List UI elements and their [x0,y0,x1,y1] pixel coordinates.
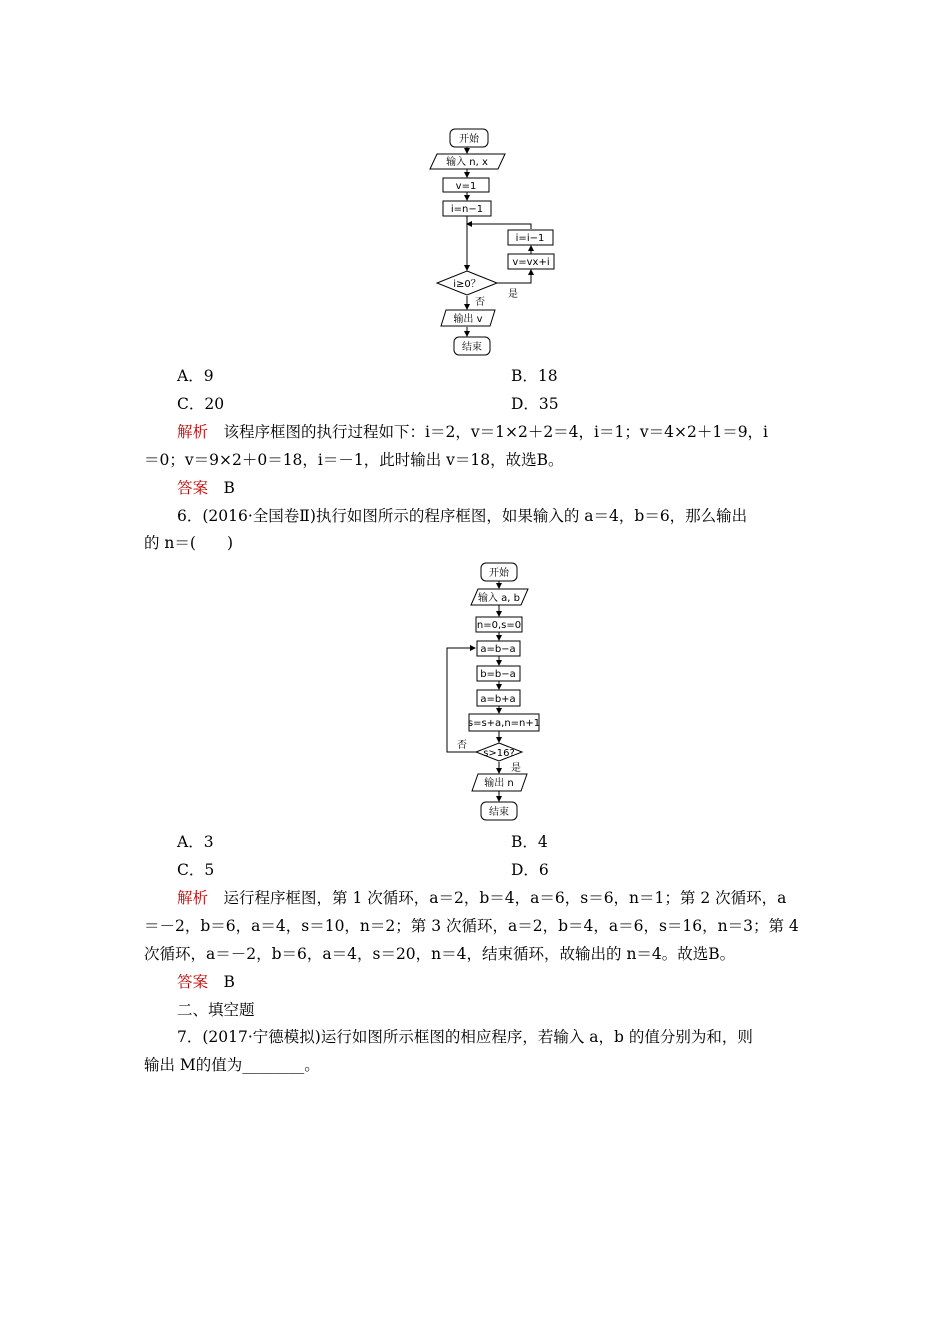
q6-option-d: D．6 [511,861,549,879]
no-label: 否 [475,297,485,308]
init-label-2: n=0,s=0 [476,620,522,631]
q5-option-b: B．18 [511,367,558,385]
init-i-label: i=n−1 [450,204,484,215]
start-label-2: 开始 [489,568,509,579]
step4-label: s=s+a,n=n+1 [467,718,541,729]
analysis-label: 解析 [177,423,209,441]
q7-stem-line1: 7．(2017·宁德模拟)运行如图所示框图的相应程序，若输入 a，b 的值分别为和，则 [177,1028,753,1046]
no-label-2: 否 [457,740,467,751]
start-label: 开始 [459,134,479,145]
q5-option-d: D．35 [511,395,559,413]
answer-label-2: 答案 [177,973,209,991]
yes-label: 是 [508,289,518,300]
q6-stem-line1: 6．(2016·全国卷Ⅱ)执行如图所示的程序框图，如果输入的 a＝4，b＝6，那么输出 [177,507,748,525]
analysis-label-2: 解析 [177,889,209,907]
q5-analysis-text1: 该程序框图的执行过程如下：i＝2，v＝1×2＋2＝4，i＝1；v＝4×2＋1＝9，i [223,423,769,441]
q6-answer: B [223,973,235,991]
output-label: 输出 v [453,314,483,325]
condition-label-2: s>16? [483,748,515,759]
input-label-2: 输入 a, b [477,593,521,604]
q6-option-a: A．3 [177,833,214,851]
end-label: 结束 [462,342,482,353]
q6-analysis-line1 [177,888,786,908]
output-label-2: 输出 n [484,778,514,789]
update-v-label: v=vx+i [512,257,550,268]
section-title: 二、填空题 [177,1001,255,1019]
q6-option-c: C．5 [177,861,215,879]
q6-answer-line [177,972,235,992]
step1-label: a=b−a [480,644,516,655]
q6-analysis-text1: 运行程序框图，第 1 次循环，a＝2，b＝4，a＝6，s＝6，n＝1；第 2 次循环，a [223,889,787,907]
q5-option-a: A．9 [177,367,214,385]
init-v-label: v=1 [455,181,477,192]
q5-option-c: C．20 [177,395,225,413]
yes-label-2: 是 [511,763,521,774]
q5-analysis-line2: ＝0；v＝9×2＋0＝18，i＝－1，此时输出 v＝18，故选B。 [144,451,564,469]
input-label: 输入 n, x [446,157,488,168]
end-label-2: 结束 [489,807,509,818]
dec-i-label: i=i−1 [515,233,545,244]
condition-label: i≥0？ [453,279,481,290]
q7-stem-line2: 输出 M的值为________。 [144,1056,320,1074]
q5-answer: B [223,479,235,497]
step2-label: b=b−a [480,669,516,680]
q6-stem-line2: 的 n＝( ) [144,534,234,552]
q6-option-b: B．4 [511,833,548,851]
step3-label: a=b+a [480,694,516,705]
q6-analysis-line2: ＝－2，b＝6，a＝4，s＝10，n＝2；第 3 次循环，a＝2，b＝4，a＝6，s＝16，n＝3；第 4 [144,917,799,935]
answer-label: 答案 [177,479,209,497]
q6-analysis-line3: 次循环，a＝－2，b＝6，a＝4，s＝20，n＝4，结束循环，故输出的 n＝4。故选B。 [144,945,736,963]
